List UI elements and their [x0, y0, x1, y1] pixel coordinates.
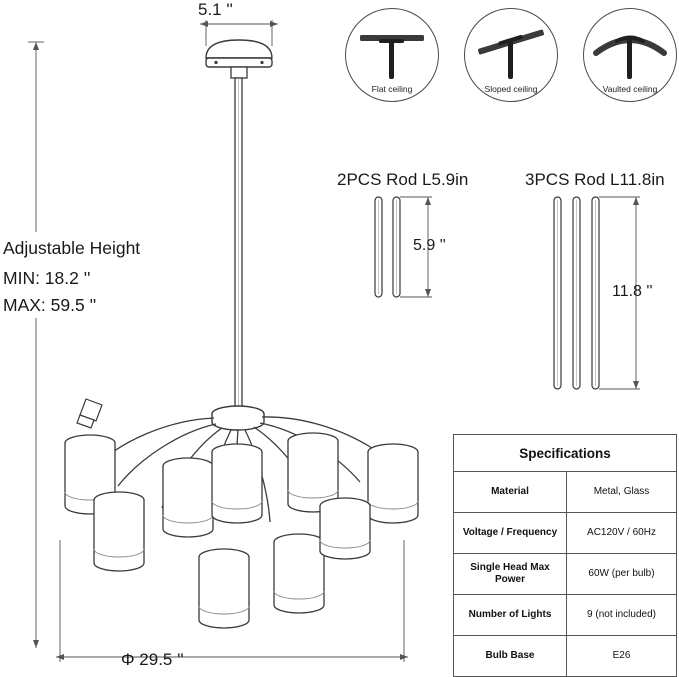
table-row: [454, 636, 677, 677]
down-rod: [235, 78, 242, 408]
spec-key: Number of Lights: [454, 595, 567, 636]
mount-option-flat-ceiling: [345, 8, 439, 102]
lamp-shades: [65, 433, 418, 628]
table-row: [454, 472, 677, 513]
ceiling-canopy: [206, 40, 272, 78]
rod-group-3pcs-title: 3PCS Rod L11.8in: [525, 170, 665, 189]
table-row: [454, 595, 677, 636]
rod-group-2pcs-title: 2PCS Rod L5.9in: [337, 170, 469, 189]
spec-value: 60W (per bulb): [567, 554, 677, 595]
max-height-label: MAX: 59.5 '': [3, 295, 97, 315]
table-row: [454, 554, 677, 595]
rod-3pcs-length-label: 11.8 '': [612, 283, 653, 300]
spec-value: Metal, Glass: [567, 472, 677, 513]
spec-value: 9 (not included): [567, 595, 677, 636]
mount-option-vaulted-ceiling: [583, 8, 677, 102]
spec-key: Voltage / Frequency: [454, 513, 567, 554]
spec-value: E26: [567, 636, 677, 677]
bottom-diameter-label: Φ 29.5 '': [121, 650, 184, 669]
mount-caption: Flat ceiling: [371, 84, 413, 94]
min-height-label: MIN: 18.2 '': [3, 268, 91, 288]
arm-accent: [77, 399, 102, 428]
adjustable-height-title: Adjustable Height: [3, 238, 141, 258]
spec-key: Single Head Max Power: [454, 554, 567, 595]
spec-key: Material: [454, 472, 567, 513]
specifications-table: [453, 434, 677, 677]
mount-option-sloped-ceiling: [464, 8, 558, 102]
mount-caption: Sloped ceiling: [484, 84, 538, 94]
spec-value: AC120V / 60Hz: [567, 513, 677, 554]
rod-2pcs-length-label: 5.9 '': [413, 237, 446, 254]
center-hub: [212, 406, 264, 430]
spec-key: Bulb Base: [454, 636, 567, 677]
specifications-title: Specifications: [454, 435, 677, 472]
height-dimension-line: [28, 42, 44, 648]
mount-caption: Vaulted ceiling: [602, 84, 658, 94]
table-row: [454, 513, 677, 554]
top-width-label: 5.1 '': [198, 0, 233, 19]
